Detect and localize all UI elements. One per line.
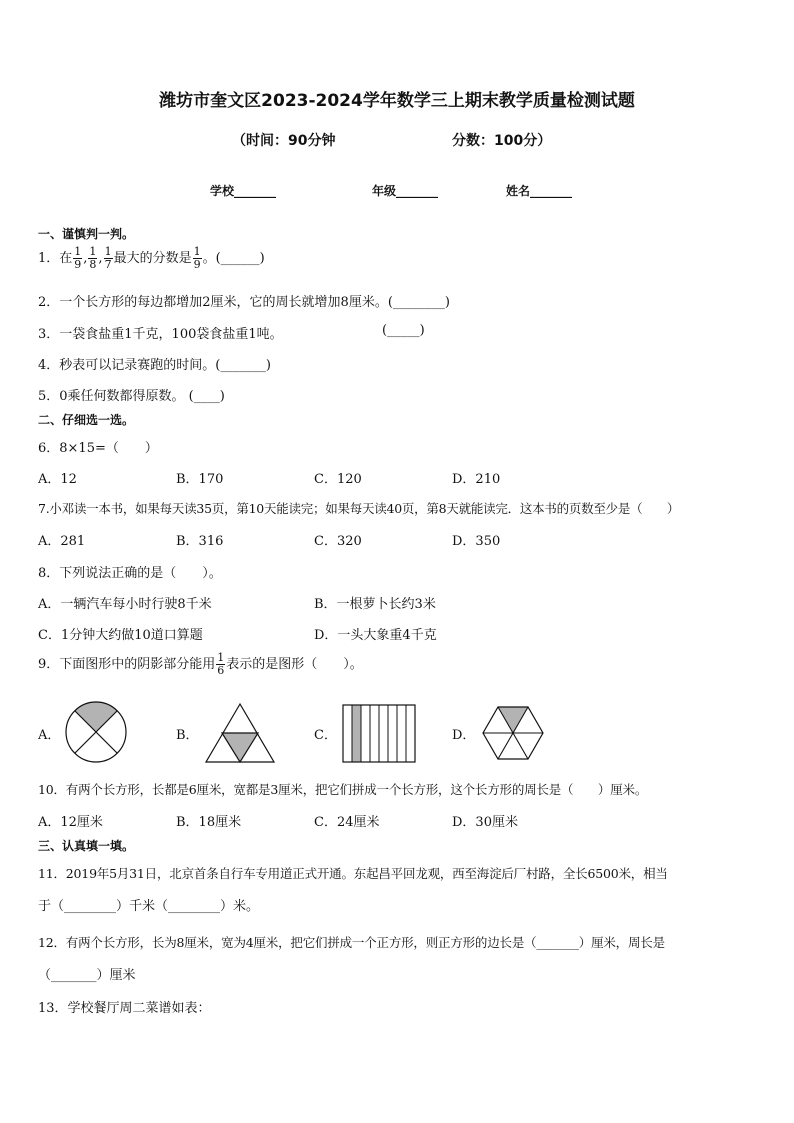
question-13: 13．学校餐厅周二菜谱如表：: [38, 1001, 211, 1016]
option-a: A．12: [38, 472, 77, 487]
option-d: D．210: [452, 472, 501, 487]
fraction: $\frac{1}{8}$: [89, 245, 97, 271]
grade-field: 年级_______: [372, 184, 439, 198]
option-d: D．: [452, 728, 476, 743]
answer-blank: (_____): [382, 323, 425, 338]
option-a: A．281: [38, 534, 86, 549]
option-b: B．170: [176, 472, 224, 487]
question-10: 10．有两个长方形，长都是6厘米，宽都是3厘米，把它们拼成一个长方形，这个长方形的周长是（ ）厘米。: [38, 782, 648, 797]
section-heading-1: 一、谨慎判一判。: [38, 227, 135, 241]
section-heading-2: 二、仔细选一选。: [38, 413, 135, 427]
option-c: C．320: [314, 534, 362, 549]
question-5: 5．0乘任何数都得原数。 (____): [38, 389, 225, 404]
question-4: 4．秒表可以记录赛跑的时间。(_______): [38, 358, 271, 373]
question-11: 11．2019年5月31日，北京首条自行车专用道正式开通。东起昌平回龙观，西至海淀后厂村路，全长6500米，相当: [38, 866, 668, 881]
fraction: $\frac{1}{7}$: [104, 245, 112, 271]
question-7: 7.小邓读一本书，如果每天读35页，第10天能读完；如果每天读40页，第8天就能读完．这本书的页数至少是（ ）: [38, 501, 680, 516]
option-d: D．一头大象重4千克: [314, 628, 437, 643]
shaded-sector: [498, 707, 528, 733]
option-a: A．一辆汽车每小时行驶8千米: [38, 597, 212, 612]
option-b: B．: [176, 728, 199, 743]
question-12-cont: （_______）厘米: [38, 968, 136, 983]
fraction: $\frac{1}{9}$: [74, 245, 82, 271]
section-heading-3: 三、认真填一填。: [38, 839, 135, 853]
question-8: 8．下列说法正确的是（ ）。: [38, 566, 222, 581]
triangle-figure: [204, 702, 276, 764]
question-1: 1．在 $\frac{1}{9}$ , $\frac{1}{8}$ , $\frac{1}{7}$ 最大的分数是 $\frac{1}{9}$ 。(______): [38, 245, 265, 271]
circle-figure: [64, 701, 128, 763]
option-c: C．: [314, 728, 337, 743]
option-c: C．120: [314, 472, 362, 487]
shaded-triangle: [222, 733, 258, 761]
option-d: D．30厘米: [452, 815, 518, 830]
fraction: $\frac{1}{6}$: [217, 651, 225, 677]
time-limit: （时间：90分钟: [232, 133, 336, 149]
rectangle-strips-figure: [342, 704, 418, 764]
question-11-cont: 于（________）千米（________）米。: [38, 899, 260, 914]
option-c: C．1分钟大约做10道口算题: [38, 628, 203, 643]
page-title: 潍坊市奎文区2023-2024学年数学三上期末教学质量检测试题: [159, 91, 635, 111]
question-12: 12．有两个长方形，长为8厘米，宽为4厘米，把它们拼成一个正方形，则正方形的边长是（_______）厘米，周长是: [38, 935, 665, 950]
option-a: A．12厘米: [38, 815, 103, 830]
option-a: A．: [38, 728, 61, 743]
school-field: 学校_______: [210, 184, 277, 198]
question-3: 3．一袋食盐重1千克，100袋食盐重1吨。: [38, 327, 283, 342]
option-d: D．350: [452, 534, 501, 549]
option-b: B．316: [176, 534, 224, 549]
question-9: 9．下面图形中的阴影部分能用 $\frac{1}{6}$ 表示的是图形（ ）。: [38, 651, 363, 677]
question-2: 2．一个长方形的每边都增加2厘米，它的周长就增加8厘米。(________): [38, 295, 450, 310]
hexagon-figure: [478, 702, 548, 764]
fraction: $\frac{1}{9}$: [193, 245, 201, 271]
question-6: 6．8×15=（ ）: [38, 441, 158, 456]
total-score: 分数：100分）: [452, 133, 552, 149]
shaded-strip: [352, 705, 361, 762]
option-b: B．18厘米: [176, 815, 242, 830]
name-field: 姓名_______: [506, 184, 573, 198]
option-b: B．一根萝卜长约3米: [314, 597, 436, 612]
option-c: C．24厘米: [314, 815, 380, 830]
